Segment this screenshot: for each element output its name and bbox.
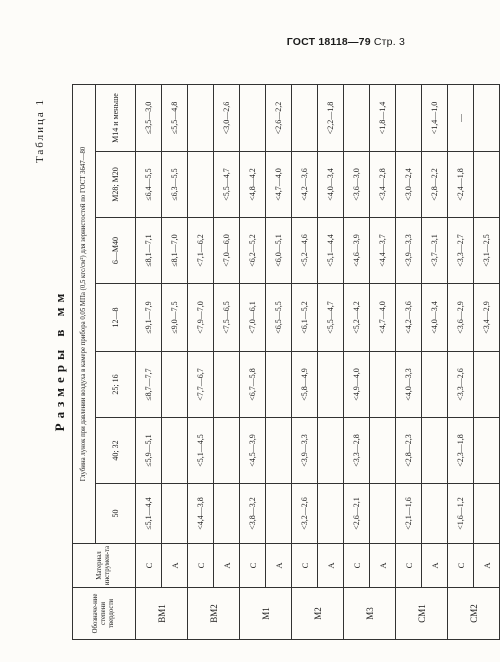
header-material: Материал инструмен-та — [73, 544, 136, 588]
header-grain: 25; 16 — [96, 352, 136, 418]
material-cell: А — [214, 544, 240, 588]
material-cell: А — [370, 544, 396, 588]
hardness-class-cell: СМ2 — [448, 588, 500, 640]
depth-value-cell — [188, 152, 214, 218]
material-cell: С — [344, 544, 370, 588]
material-cell: А — [318, 544, 344, 588]
depth-value-cell: <5,1—4,5 — [188, 418, 214, 484]
depth-value-cell: <4,8—4,2 — [240, 152, 266, 218]
depth-value-cell: <1,4—1,0 — [422, 84, 448, 151]
depth-value-cell: <5,5—4,7 — [214, 152, 240, 218]
depth-value-cell — [422, 484, 448, 544]
depth-value-cell: <3,9—3,3 — [396, 218, 422, 284]
depth-value-cell: ≤6,3—5,5 — [162, 152, 188, 218]
table-row — [318, 84, 344, 639]
depth-value-cell: <3,0—2,6 — [214, 84, 240, 151]
depth-value-cell: <2,1—1,6 — [396, 484, 422, 544]
depth-value-cell — [344, 84, 370, 151]
depth-value-cell — [266, 484, 292, 544]
depth-value-cell — [318, 484, 344, 544]
depth-value-cell — [318, 418, 344, 484]
depth-value-cell: <4,6—3,9 — [344, 218, 370, 284]
depth-value-cell: <7,7—6,7 — [188, 352, 214, 418]
table-row — [136, 84, 162, 639]
depth-value-cell: <1,8—1,4 — [370, 84, 396, 151]
depth-value-cell: <4,0—3,4 — [318, 152, 344, 218]
depth-value-cell — [474, 352, 500, 418]
depth-value-cell: ≤3,5—3,0 — [136, 84, 162, 151]
depth-value-cell: <7,5—6,5 — [214, 284, 240, 352]
depth-value-cell: ≤9,0—7,5 — [162, 284, 188, 352]
depth-value-cell: <7,0—6,0 — [214, 218, 240, 284]
depth-value-cell: ≤8,7—7,7 — [136, 352, 162, 418]
depth-value-cell: <3,3—2,7 — [448, 218, 474, 284]
depth-value-cell: <3,0—2,4 — [396, 152, 422, 218]
depth-value-cell — [474, 418, 500, 484]
table-row — [370, 84, 396, 639]
table-row — [292, 84, 318, 639]
depth-value-cell — [162, 418, 188, 484]
depth-value-cell: <4,0—3,3 — [396, 352, 422, 418]
material-cell: А — [266, 544, 292, 588]
depth-value-cell — [162, 352, 188, 418]
table-row — [422, 84, 448, 639]
depth-value-cell: <3,9—3,3 — [292, 418, 318, 484]
hardness-class-cell: ВМ1 — [136, 588, 188, 640]
depth-value-cell: <3,3—2,8 — [344, 418, 370, 484]
table-title: Размеры в мм — [52, 288, 67, 432]
depth-value-cell: <3,4—2,9 — [474, 284, 500, 352]
table-row — [344, 84, 370, 639]
header-group: Глубина лунок при давлении воздуха в камере прибора 0,05 МПа (0,5 кгс/см²) для зернистостей по ГОСТ 3647—80 — [73, 84, 96, 543]
depth-value-cell: <7,1—6,2 — [188, 218, 214, 284]
depth-value-cell — [422, 352, 448, 418]
depth-value-cell — [370, 352, 396, 418]
depth-value-cell: <5,8—4,9 — [292, 352, 318, 418]
table-row — [266, 84, 292, 639]
depth-value-cell — [370, 484, 396, 544]
depth-value-cell: <2,4—1,8 — [448, 152, 474, 218]
depth-value-cell: <2,6—2,1 — [344, 484, 370, 544]
depth-value-cell — [188, 84, 214, 151]
depth-value-cell: <4,5—3,9 — [240, 418, 266, 484]
depth-value-cell — [318, 352, 344, 418]
depth-value-cell — [370, 418, 396, 484]
depth-value-cell: <2,8—2,3 — [396, 418, 422, 484]
depth-value-cell: <6,2—5,2 — [240, 218, 266, 284]
header-grain: 40; 32 — [96, 418, 136, 484]
hardness-class-cell: М3 — [344, 588, 396, 640]
depth-value-cell: <3,6—3,0 — [344, 152, 370, 218]
depth-value-cell: — — [448, 84, 474, 151]
depth-value-cell: <2,8—2,2 — [422, 152, 448, 218]
material-cell: А — [422, 544, 448, 588]
depth-value-cell: <3,8—3,2 — [240, 484, 266, 544]
material-cell: С — [188, 544, 214, 588]
depth-value-cell: ≤8,1—7,0 — [162, 218, 188, 284]
depth-value-cell: ≤5,9—5,1 — [136, 418, 162, 484]
depth-value-cell — [214, 484, 240, 544]
depth-value-cell: <6,1—5,2 — [292, 284, 318, 352]
depth-value-cell: <4,4—3,7 — [370, 218, 396, 284]
depth-value-cell — [422, 418, 448, 484]
depth-value-cell: <3,1—2,5 — [474, 218, 500, 284]
hardness-class-cell: М1 — [240, 588, 292, 640]
depth-value-cell: <1,6—1,2 — [448, 484, 474, 544]
header-grain: М28; М20 — [96, 152, 136, 218]
depth-value-cell: ≤5,5—4,8 — [162, 84, 188, 151]
header-grain: 50 — [96, 484, 136, 544]
table-row — [188, 84, 214, 639]
table-row — [162, 84, 188, 639]
page-number: Стр. 3 — [373, 36, 405, 48]
depth-value-cell: <4,0—3,4 — [422, 284, 448, 352]
header-grain: М14 и меньше — [96, 84, 136, 151]
depth-value-cell: <5,1—4,4 — [318, 218, 344, 284]
depth-value-cell: <2,6—2,2 — [266, 84, 292, 151]
depth-value-cell: <6,5—5,5 — [266, 284, 292, 352]
table-row — [240, 84, 266, 639]
depth-value-cell: <4,9—4,0 — [344, 352, 370, 418]
table-row — [448, 84, 474, 639]
table-row — [214, 84, 240, 639]
hardness-class-cell: М2 — [292, 588, 344, 640]
depth-value-cell: <4,7—4,0 — [266, 152, 292, 218]
depth-value-cell: ≤9,1—7,9 — [136, 284, 162, 352]
depth-value-cell — [266, 352, 292, 418]
rotated-table-page — [28, 80, 492, 640]
material-cell: С — [396, 544, 422, 588]
header-grain: 6—М40 — [96, 218, 136, 284]
material-cell: А — [474, 544, 500, 588]
depth-value-cell: <3,2—2,6 — [292, 484, 318, 544]
depth-value-cell: <7,0—6,1 — [240, 284, 266, 352]
hardness-class-cell: ВМ2 — [188, 588, 240, 640]
depth-value-cell: <6,0—5,1 — [266, 218, 292, 284]
material-cell: С — [448, 544, 474, 588]
depth-value-cell: <3,7—3,1 — [422, 218, 448, 284]
hardness-table — [72, 84, 500, 640]
header-grain: 12—8 — [96, 284, 136, 352]
depth-value-cell: <2,3—1,8 — [448, 418, 474, 484]
depth-value-cell: <4,2—3,6 — [292, 152, 318, 218]
depth-value-cell: <4,2—3,6 — [396, 284, 422, 352]
gost-number: ГОСТ 18118—79 — [286, 36, 371, 48]
material-cell: С — [240, 544, 266, 588]
depth-value-cell: <7,9—7,0 — [188, 284, 214, 352]
material-cell: С — [292, 544, 318, 588]
table-row — [474, 84, 500, 639]
depth-value-cell: <5,2—4,6 — [292, 218, 318, 284]
page-header — [287, 36, 405, 48]
material-cell: А — [162, 544, 188, 588]
depth-value-cell — [240, 84, 266, 151]
depth-value-cell — [214, 352, 240, 418]
depth-value-cell: ≤6,4—5,5 — [136, 152, 162, 218]
depth-value-cell: <3,3—2,6 — [448, 352, 474, 418]
depth-value-cell — [474, 152, 500, 218]
depth-value-cell: <4,4—3,8 — [188, 484, 214, 544]
depth-value-cell: <2,2—1,8 — [318, 84, 344, 151]
hardness-class-cell: СМ1 — [396, 588, 448, 640]
depth-value-cell — [214, 418, 240, 484]
depth-value-cell — [162, 484, 188, 544]
depth-value-cell: ≤5,1—4,4 — [136, 484, 162, 544]
depth-value-cell: <3,4—2,8 — [370, 152, 396, 218]
table-caption: Таблица 1 — [34, 98, 46, 164]
depth-value-cell — [396, 84, 422, 151]
depth-value-cell: <4,7—4,0 — [370, 284, 396, 352]
depth-value-cell: <5,5—4,7 — [318, 284, 344, 352]
depth-value-cell — [266, 418, 292, 484]
depth-value-cell — [292, 84, 318, 151]
depth-value-cell: ≤8,1—7,1 — [136, 218, 162, 284]
material-cell: С — [136, 544, 162, 588]
depth-value-cell — [474, 484, 500, 544]
depth-value-cell — [474, 84, 500, 151]
header-class: Обозначе-ние степени твердости — [73, 588, 136, 640]
depth-value-cell: <3,6—2,9 — [448, 284, 474, 352]
depth-value-cell: <5,2—4,2 — [344, 284, 370, 352]
table-row — [396, 84, 422, 639]
depth-value-cell: <6,7—5,8 — [240, 352, 266, 418]
